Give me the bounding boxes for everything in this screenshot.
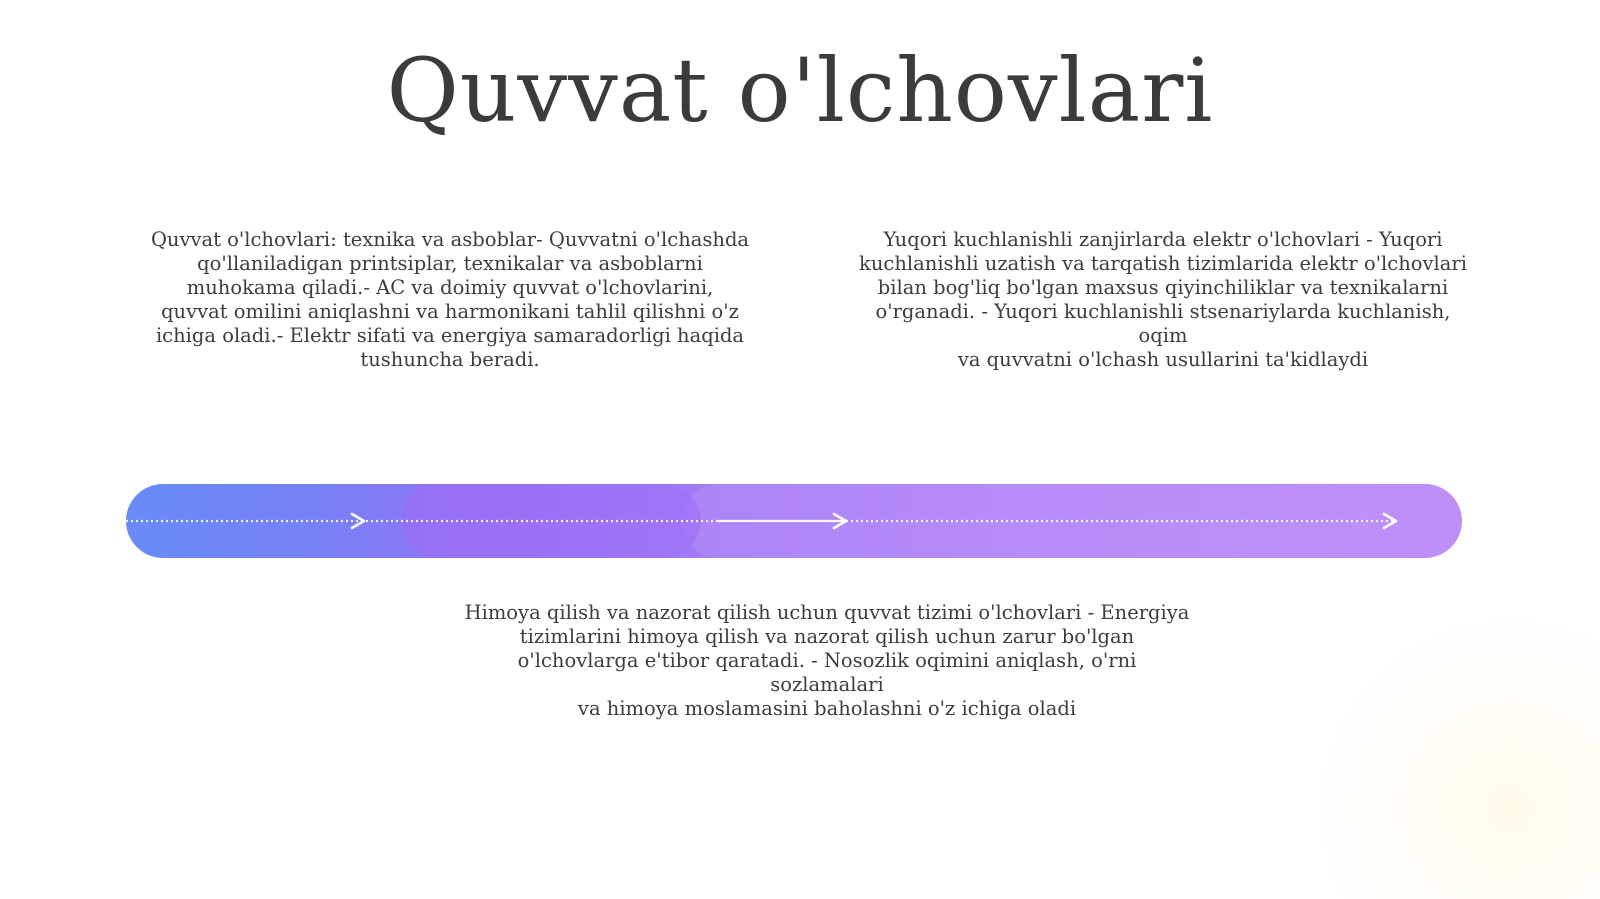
text-line: kuchlanishli uzatish va tarqatish tizimlarida elektr o'lchovlari bbox=[859, 252, 1467, 275]
text-line: tushuncha beradi. bbox=[360, 348, 540, 371]
text-block-1 bbox=[150, 228, 750, 372]
text-line: qo'llaniladigan printsiplar, texnikalar va asboblarni bbox=[197, 252, 703, 275]
timeline-arrows bbox=[126, 484, 1462, 558]
text-line: ichiga oladi.- Elektr sifati va energiya samaradorligi haqida bbox=[155, 324, 745, 347]
text-block-2 bbox=[848, 228, 1478, 372]
text-line: Yuqori kuchlanishli zanjirlarda elektr o'lchovlari - Yuqori bbox=[883, 228, 1443, 251]
text-line: Quvvat o'lchovlari: texnika va asboblar- Quvvatni o'lchashda bbox=[150, 228, 750, 251]
text-line: o'rganadi. - Yuqori kuchlanishli stsenariylarda kuchlanish, oqim bbox=[875, 300, 1451, 347]
background-glow bbox=[1300, 599, 1600, 899]
text-line: va quvvatni o'lchash usullarini ta'kidlaydi bbox=[957, 348, 1369, 371]
text-line: muhokama qiladi.- AC va doimiy quvvat o'lchovlarini, bbox=[186, 276, 714, 299]
text-line: va himoya moslamasini baholashni o'z ichiga oladi bbox=[577, 697, 1077, 720]
text-block-3 bbox=[462, 601, 1192, 721]
text-line: Himoya qilish va nazorat qilish uchun quvvat tizimi o'lchovlari - Energiya bbox=[464, 601, 1190, 624]
text-line: bilan bog'liq bo'lgan maxsus qiyinchiliklar va texnikalarni bbox=[877, 276, 1449, 299]
arrow-right-icon bbox=[1384, 514, 1396, 528]
page-title: Quvvat o'lchovlari bbox=[386, 39, 1214, 142]
text-line: tizimlarini himoya qilish va nazorat qilish uchun zarur bo'lgan bbox=[519, 625, 1135, 648]
text-line: o'lchovlarga e'tibor qaratadi. - Nosozlik oqimini aniqlash, o'rni sozlamalari bbox=[517, 649, 1137, 696]
timeline-bar bbox=[126, 484, 1462, 558]
text-line: quvvat omilini aniqlashni va harmonikani tahlil qilishni o'z bbox=[161, 300, 739, 323]
